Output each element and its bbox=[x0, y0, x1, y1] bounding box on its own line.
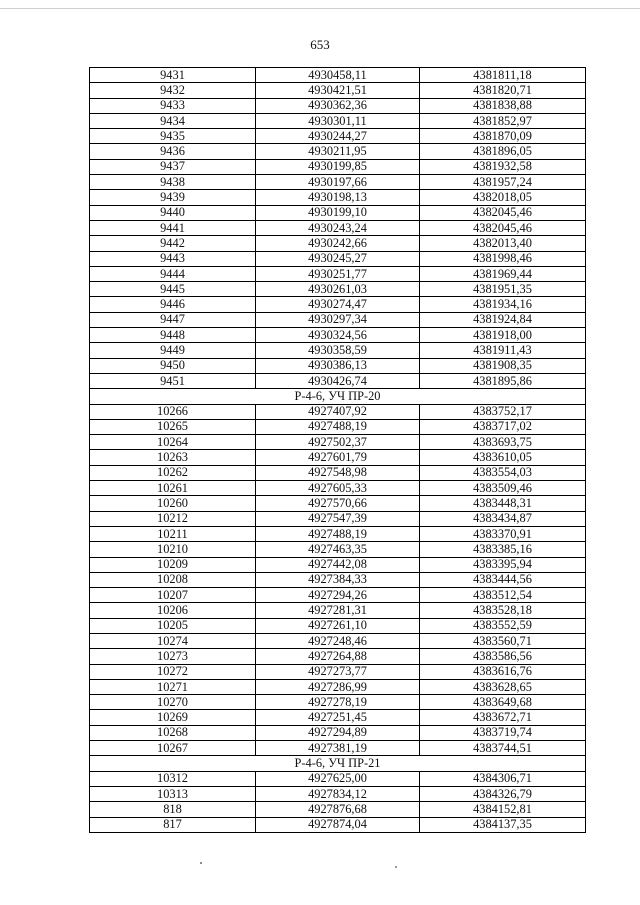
x-coordinate-cell: 4930245,27 bbox=[256, 251, 420, 266]
table-row bbox=[90, 98, 586, 113]
y-coordinate-cell: 4381924,84 bbox=[420, 312, 586, 327]
x-coordinate-cell: 4927294,89 bbox=[256, 725, 420, 740]
y-coordinate-cell: 4383434,87 bbox=[420, 511, 586, 526]
table-row bbox=[90, 404, 586, 419]
point-number-cell: 10313 bbox=[90, 786, 256, 801]
point-number-cell: 10273 bbox=[90, 649, 256, 664]
point-number-cell: 9446 bbox=[90, 297, 256, 312]
point-number-cell: 9448 bbox=[90, 328, 256, 343]
y-coordinate-cell: 4383616,76 bbox=[420, 664, 586, 679]
point-number-cell: 9436 bbox=[90, 144, 256, 159]
y-coordinate-cell: 4383528,18 bbox=[420, 603, 586, 618]
x-coordinate-cell: 4930426,74 bbox=[256, 373, 420, 388]
table-row bbox=[90, 144, 586, 159]
point-number-cell: 10210 bbox=[90, 542, 256, 557]
y-coordinate-cell: 4383752,17 bbox=[420, 404, 586, 419]
x-coordinate-cell: 4927547,39 bbox=[256, 511, 420, 526]
table-row bbox=[90, 588, 586, 603]
point-number-cell: 10264 bbox=[90, 435, 256, 450]
x-coordinate-cell: 4930274,47 bbox=[256, 297, 420, 312]
y-coordinate-cell: 4384326,79 bbox=[420, 786, 586, 801]
y-coordinate-cell: 4383560,71 bbox=[420, 633, 586, 648]
y-coordinate-cell: 4382045,46 bbox=[420, 220, 586, 235]
table-row bbox=[90, 603, 586, 618]
y-coordinate-cell: 4383649,68 bbox=[420, 695, 586, 710]
y-coordinate-cell: 4383717,02 bbox=[420, 419, 586, 434]
point-number-cell: 9444 bbox=[90, 266, 256, 281]
x-coordinate-cell: 4930386,13 bbox=[256, 358, 420, 373]
table-row bbox=[90, 175, 586, 190]
point-number-cell: 818 bbox=[90, 802, 256, 817]
point-number-cell: 817 bbox=[90, 817, 256, 832]
x-coordinate-cell: 4930199,10 bbox=[256, 205, 420, 220]
point-number-cell: 10212 bbox=[90, 511, 256, 526]
y-coordinate-cell: 4383512,54 bbox=[420, 588, 586, 603]
x-coordinate-cell: 4930297,34 bbox=[256, 312, 420, 327]
y-coordinate-cell: 4383744,51 bbox=[420, 741, 586, 756]
scan-speck bbox=[200, 862, 202, 864]
y-coordinate-cell: 4383554,03 bbox=[420, 465, 586, 480]
x-coordinate-cell: 4930458,11 bbox=[256, 68, 420, 83]
table-row bbox=[90, 83, 586, 98]
x-coordinate-cell: 4930358,59 bbox=[256, 343, 420, 358]
table-row bbox=[90, 358, 586, 373]
point-number-cell: 10261 bbox=[90, 481, 256, 496]
table-row bbox=[90, 786, 586, 801]
table-row bbox=[90, 297, 586, 312]
table-row bbox=[90, 618, 586, 633]
table-row bbox=[90, 113, 586, 128]
y-coordinate-cell: 4381820,71 bbox=[420, 83, 586, 98]
coordinates-table bbox=[89, 67, 586, 833]
x-coordinate-cell: 4927548,98 bbox=[256, 465, 420, 480]
page-number: 653 bbox=[310, 37, 330, 52]
x-coordinate-cell: 4927876,68 bbox=[256, 802, 420, 817]
table-row bbox=[90, 129, 586, 144]
x-coordinate-cell: 4927874,04 bbox=[256, 817, 420, 832]
y-coordinate-cell: 4383444,56 bbox=[420, 572, 586, 587]
point-number-cell: 9450 bbox=[90, 358, 256, 373]
y-coordinate-cell: 4383509,46 bbox=[420, 481, 586, 496]
table-row bbox=[90, 572, 586, 587]
x-coordinate-cell: 4927601,79 bbox=[256, 450, 420, 465]
x-coordinate-cell: 4927261,10 bbox=[256, 618, 420, 633]
x-coordinate-cell: 4930199,85 bbox=[256, 159, 420, 174]
table-row bbox=[90, 679, 586, 694]
point-number-cell: 10206 bbox=[90, 603, 256, 618]
coordinates-table-body bbox=[90, 68, 586, 833]
table-row bbox=[90, 496, 586, 511]
table-row bbox=[90, 373, 586, 388]
x-coordinate-cell: 4927264,88 bbox=[256, 649, 420, 664]
y-coordinate-cell: 4383719,74 bbox=[420, 725, 586, 740]
point-number-cell: 9433 bbox=[90, 98, 256, 113]
point-number-cell: 10312 bbox=[90, 771, 256, 786]
y-coordinate-cell: 4381918,00 bbox=[420, 328, 586, 343]
x-coordinate-cell: 4927488,19 bbox=[256, 419, 420, 434]
section-header-row bbox=[90, 389, 586, 404]
y-coordinate-cell: 4382045,46 bbox=[420, 205, 586, 220]
section-title: Р-4-6, УЧ ПР-20 bbox=[90, 389, 586, 404]
table-row bbox=[90, 236, 586, 251]
point-number-cell: 9447 bbox=[90, 312, 256, 327]
table-row bbox=[90, 68, 586, 83]
table-row bbox=[90, 710, 586, 725]
x-coordinate-cell: 4930251,77 bbox=[256, 266, 420, 281]
x-coordinate-cell: 4927273,77 bbox=[256, 664, 420, 679]
y-coordinate-cell: 4384306,71 bbox=[420, 771, 586, 786]
scan-speck bbox=[395, 866, 397, 868]
x-coordinate-cell: 4927407,92 bbox=[256, 404, 420, 419]
point-number-cell: 10208 bbox=[90, 572, 256, 587]
y-coordinate-cell: 4381934,16 bbox=[420, 297, 586, 312]
x-coordinate-cell: 4930243,24 bbox=[256, 220, 420, 235]
point-number-cell: 9432 bbox=[90, 83, 256, 98]
section-title: Р-4-6, УЧ ПР-21 bbox=[90, 756, 586, 771]
y-coordinate-cell: 4381908,35 bbox=[420, 358, 586, 373]
x-coordinate-cell: 4927281,31 bbox=[256, 603, 420, 618]
table-row bbox=[90, 741, 586, 756]
point-number-cell: 9441 bbox=[90, 220, 256, 235]
point-number-cell: 9440 bbox=[90, 205, 256, 220]
y-coordinate-cell: 4381838,88 bbox=[420, 98, 586, 113]
y-coordinate-cell: 4381852,97 bbox=[420, 113, 586, 128]
x-coordinate-cell: 4927248,46 bbox=[256, 633, 420, 648]
x-coordinate-cell: 4930197,66 bbox=[256, 175, 420, 190]
point-number-cell: 10269 bbox=[90, 710, 256, 725]
x-coordinate-cell: 4927834,12 bbox=[256, 786, 420, 801]
y-coordinate-cell: 4383395,94 bbox=[420, 557, 586, 572]
point-number-cell: 10262 bbox=[90, 465, 256, 480]
y-coordinate-cell: 4383610,05 bbox=[420, 450, 586, 465]
table-row bbox=[90, 251, 586, 266]
x-coordinate-cell: 4927381,19 bbox=[256, 741, 420, 756]
table-row bbox=[90, 664, 586, 679]
point-number-cell: 10263 bbox=[90, 450, 256, 465]
x-coordinate-cell: 4930198,13 bbox=[256, 190, 420, 205]
page-top-edge bbox=[0, 8, 640, 9]
table-row bbox=[90, 511, 586, 526]
point-number-cell: 10207 bbox=[90, 588, 256, 603]
y-coordinate-cell: 4382018,05 bbox=[420, 190, 586, 205]
y-coordinate-cell: 4381932,58 bbox=[420, 159, 586, 174]
point-number-cell: 10267 bbox=[90, 741, 256, 756]
table-row bbox=[90, 542, 586, 557]
x-coordinate-cell: 4930301,11 bbox=[256, 113, 420, 128]
y-coordinate-cell: 4384152,81 bbox=[420, 802, 586, 817]
y-coordinate-cell: 4381870,09 bbox=[420, 129, 586, 144]
point-number-cell: 9437 bbox=[90, 159, 256, 174]
point-number-cell: 9442 bbox=[90, 236, 256, 251]
x-coordinate-cell: 4927251,45 bbox=[256, 710, 420, 725]
y-coordinate-cell: 4381896,05 bbox=[420, 144, 586, 159]
y-coordinate-cell: 4381957,24 bbox=[420, 175, 586, 190]
x-coordinate-cell: 4927625,00 bbox=[256, 771, 420, 786]
table-row bbox=[90, 633, 586, 648]
y-coordinate-cell: 4381811,18 bbox=[420, 68, 586, 83]
y-coordinate-cell: 4383586,56 bbox=[420, 649, 586, 664]
point-number-cell: 10272 bbox=[90, 664, 256, 679]
y-coordinate-cell: 4383370,91 bbox=[420, 526, 586, 541]
table-row bbox=[90, 465, 586, 480]
table-row bbox=[90, 817, 586, 832]
table-row bbox=[90, 435, 586, 450]
y-coordinate-cell: 4382013,40 bbox=[420, 236, 586, 251]
point-number-cell: 10211 bbox=[90, 526, 256, 541]
table-row bbox=[90, 725, 586, 740]
x-coordinate-cell: 4927442,08 bbox=[256, 557, 420, 572]
table-row bbox=[90, 481, 586, 496]
point-number-cell: 9449 bbox=[90, 343, 256, 358]
y-coordinate-cell: 4381951,35 bbox=[420, 282, 586, 297]
y-coordinate-cell: 4384137,35 bbox=[420, 817, 586, 832]
x-coordinate-cell: 4927286,99 bbox=[256, 679, 420, 694]
table-row bbox=[90, 649, 586, 664]
x-coordinate-cell: 4927605,33 bbox=[256, 481, 420, 496]
point-number-cell: 9435 bbox=[90, 129, 256, 144]
x-coordinate-cell: 4930242,66 bbox=[256, 236, 420, 251]
point-number-cell: 9431 bbox=[90, 68, 256, 83]
point-number-cell: 10260 bbox=[90, 496, 256, 511]
table-row bbox=[90, 159, 586, 174]
y-coordinate-cell: 4381895,86 bbox=[420, 373, 586, 388]
section-header-row bbox=[90, 756, 586, 771]
x-coordinate-cell: 4927488,19 bbox=[256, 526, 420, 541]
x-coordinate-cell: 4927502,37 bbox=[256, 435, 420, 450]
point-number-cell: 9434 bbox=[90, 113, 256, 128]
y-coordinate-cell: 4383552,59 bbox=[420, 618, 586, 633]
table-row bbox=[90, 205, 586, 220]
point-number-cell: 9438 bbox=[90, 175, 256, 190]
point-number-cell: 9439 bbox=[90, 190, 256, 205]
point-number-cell: 10270 bbox=[90, 695, 256, 710]
point-number-cell: 10205 bbox=[90, 618, 256, 633]
y-coordinate-cell: 4381911,43 bbox=[420, 343, 586, 358]
table-row bbox=[90, 266, 586, 281]
table-row bbox=[90, 771, 586, 786]
table-row bbox=[90, 328, 586, 343]
x-coordinate-cell: 4927463,35 bbox=[256, 542, 420, 557]
point-number-cell: 10209 bbox=[90, 557, 256, 572]
point-number-cell: 10265 bbox=[90, 419, 256, 434]
point-number-cell: 9445 bbox=[90, 282, 256, 297]
x-coordinate-cell: 4930362,36 bbox=[256, 98, 420, 113]
x-coordinate-cell: 4930261,03 bbox=[256, 282, 420, 297]
x-coordinate-cell: 4927570,66 bbox=[256, 496, 420, 511]
table-row bbox=[90, 190, 586, 205]
point-number-cell: 9443 bbox=[90, 251, 256, 266]
table-row bbox=[90, 343, 586, 358]
table-row bbox=[90, 419, 586, 434]
point-number-cell: 10274 bbox=[90, 633, 256, 648]
x-coordinate-cell: 4930324,56 bbox=[256, 328, 420, 343]
table-row bbox=[90, 450, 586, 465]
x-coordinate-cell: 4927384,33 bbox=[256, 572, 420, 587]
y-coordinate-cell: 4383385,16 bbox=[420, 542, 586, 557]
x-coordinate-cell: 4927294,26 bbox=[256, 588, 420, 603]
y-coordinate-cell: 4383628,65 bbox=[420, 679, 586, 694]
x-coordinate-cell: 4930421,51 bbox=[256, 83, 420, 98]
point-number-cell: 10268 bbox=[90, 725, 256, 740]
point-number-cell: 9451 bbox=[90, 373, 256, 388]
table-row bbox=[90, 220, 586, 235]
y-coordinate-cell: 4381998,46 bbox=[420, 251, 586, 266]
x-coordinate-cell: 4927278,19 bbox=[256, 695, 420, 710]
x-coordinate-cell: 4930211,95 bbox=[256, 144, 420, 159]
point-number-cell: 10271 bbox=[90, 679, 256, 694]
table-row bbox=[90, 526, 586, 541]
y-coordinate-cell: 4383693,75 bbox=[420, 435, 586, 450]
x-coordinate-cell: 4930244,27 bbox=[256, 129, 420, 144]
table-row bbox=[90, 312, 586, 327]
y-coordinate-cell: 4383448,31 bbox=[420, 496, 586, 511]
y-coordinate-cell: 4383672,71 bbox=[420, 710, 586, 725]
point-number-cell: 10266 bbox=[90, 404, 256, 419]
table-row bbox=[90, 695, 586, 710]
table-row bbox=[90, 802, 586, 817]
table-row bbox=[90, 557, 586, 572]
table-row bbox=[90, 282, 586, 297]
y-coordinate-cell: 4381969,44 bbox=[420, 266, 586, 281]
